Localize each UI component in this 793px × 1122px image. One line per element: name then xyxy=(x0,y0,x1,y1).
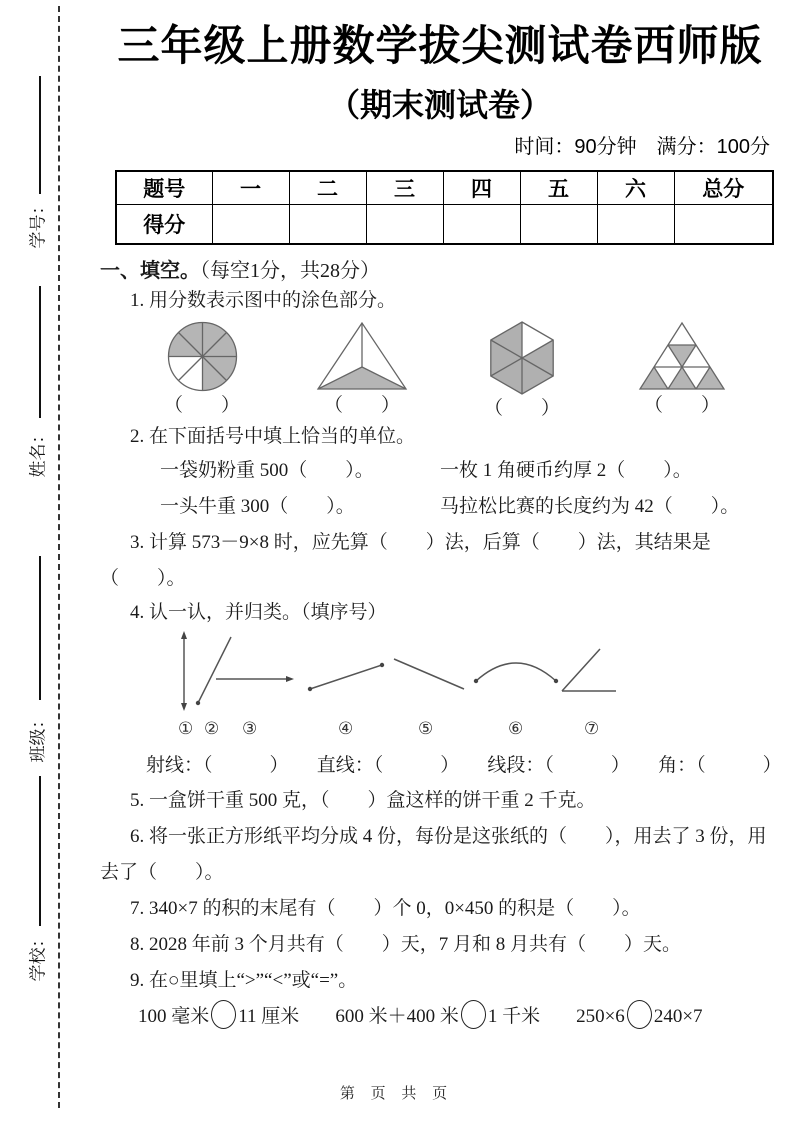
q2-item-coin: 一枚 1 角硬币约厚 2（ ）。 xyxy=(440,460,692,481)
score-header-cell: 三 xyxy=(366,171,443,205)
figure-label-2: ② xyxy=(204,719,220,738)
answer-blank: （ ） xyxy=(643,395,720,416)
classify-ray: 射线：（ ） xyxy=(146,755,289,776)
student-id-label: 学号： xyxy=(28,197,48,249)
question-5-text: 5. 一盒饼干重 500 克，（ ）盒这样的饼干重 2 千克。 xyxy=(130,790,596,811)
q2-item-marathon: 马拉松比赛的长度约为 42（ ）。 xyxy=(440,496,740,517)
score-header-cell: 二 xyxy=(289,171,366,205)
answer-blank: （ ） xyxy=(163,395,240,416)
comparison-right: 11 厘米 xyxy=(238,1006,300,1027)
time-score-meta: 时间：90分钟 满分：100分 xyxy=(514,136,770,158)
score-table-score-row xyxy=(116,205,773,245)
score-header-cell: 总分 xyxy=(674,171,773,205)
class-fill-line xyxy=(39,556,41,700)
hexagon-sixths-figure xyxy=(486,319,558,397)
question-9-text: 9. 在○里填上“>”“<”或“=”。 xyxy=(130,970,358,991)
score-header-cell: 五 xyxy=(520,171,597,205)
fraction-figures-row xyxy=(142,319,742,421)
score-header-cell: 六 xyxy=(597,171,674,205)
figure-label-1: ① xyxy=(178,719,194,738)
classification-row xyxy=(146,749,780,783)
question-2-text: 2. 在下面括号中填上恰当的单位。 xyxy=(130,426,416,447)
comparison-left: 100 毫米 xyxy=(138,1006,210,1027)
line-figures-row xyxy=(142,629,702,743)
comparison-circle-blank xyxy=(461,1000,486,1029)
figure-label-6: ⑥ xyxy=(508,719,524,738)
comparison-right: 240×7 xyxy=(653,1006,703,1027)
score-cell-empty xyxy=(674,205,773,245)
school-fill-line xyxy=(39,776,41,926)
q2-item-cow: 一头牛重 300（ ）。 xyxy=(160,496,355,517)
comparison-item xyxy=(138,999,299,1035)
question-2-items xyxy=(160,453,780,525)
score-header-cell: 四 xyxy=(443,171,520,205)
comparison-row xyxy=(138,999,780,1035)
score-cell-empty xyxy=(212,205,289,245)
question-1-text: 1. 用分数表示图中的涂色部分。 xyxy=(130,290,397,311)
name-label: 姓名： xyxy=(28,426,48,478)
line-figures-drawing xyxy=(142,629,702,721)
score-cell-empty xyxy=(289,205,366,245)
section-1-title: 一、填空。 xyxy=(100,260,200,282)
triangle-thirds-figure xyxy=(312,319,412,394)
section-1-heading xyxy=(100,257,780,285)
comparison-left: 600 米＋400 米 xyxy=(335,1006,459,1027)
triangle-ninths-figure xyxy=(632,319,732,394)
score-header-cell: 题号 xyxy=(116,171,212,205)
score-table xyxy=(115,170,774,245)
paper-title: 三年级上册数学拔尖测试卷西师版 xyxy=(117,22,763,69)
fraction-figure-triangle xyxy=(302,319,422,421)
comparison-left: 250×6 xyxy=(576,1006,625,1027)
score-row-label: 得分 xyxy=(116,205,212,245)
score-table-header-row xyxy=(116,171,773,205)
question-6-text-line2: 去了（ ）。 xyxy=(100,862,224,883)
paper-subtitle: （期末测试卷） xyxy=(327,87,552,123)
q2-item-milk: 一袋奶粉重 500（ ）。 xyxy=(160,460,374,481)
fraction-figure-hexagon xyxy=(462,319,582,421)
comparison-circle-blank xyxy=(627,1000,652,1029)
score-cell-empty xyxy=(520,205,597,245)
comparison-item xyxy=(335,999,540,1035)
fraction-figure-circle xyxy=(142,319,262,421)
score-cell-empty xyxy=(597,205,674,245)
comparison-item xyxy=(576,999,702,1035)
comparison-right: 1 千米 xyxy=(487,1006,541,1027)
answer-blank: （ ） xyxy=(323,395,400,416)
question-3-text: 3. 计算 573－9×8 时，应先算（ ）法，后算（ ）法，其结果是（ ）。 xyxy=(100,532,711,589)
score-header-cell: 一 xyxy=(212,171,289,205)
score-cell-empty xyxy=(443,205,520,245)
page-footer: 第 页 共 页 xyxy=(339,1086,454,1102)
paper-content xyxy=(100,0,780,1035)
class-label: 班级： xyxy=(28,711,48,763)
figure-label-4: ④ xyxy=(338,719,354,738)
classify-line: 直线：（ ） xyxy=(316,755,460,776)
question-4-text: 4. 认一认，并归类。（填序号） xyxy=(130,602,387,623)
classify-angle: 角：（ ） xyxy=(658,755,782,776)
question-8-text: 8. 2028 年前 3 个月共有（ ）天，7 月和 8 月共有（ ）天。 xyxy=(130,934,682,955)
circle-eighths-figure xyxy=(165,319,240,394)
answer-blank: （ ） xyxy=(483,398,560,419)
classify-segment: 线段：（ ） xyxy=(487,755,630,776)
score-cell-empty xyxy=(366,205,443,245)
binding-dashed-line xyxy=(58,6,60,1108)
figure-label-3: ③ xyxy=(242,719,258,738)
fraction-figure-triangle-ninths xyxy=(622,319,742,421)
question-7-text: 7. 340×7 的积的末尾有（ ）个 0，0×450 的积是（ ）。 xyxy=(130,898,641,919)
student-id-fill-line xyxy=(39,76,41,194)
figure-label-5: ⑤ xyxy=(418,719,434,738)
figure-label-7: ⑦ xyxy=(584,719,600,738)
school-label: 学校： xyxy=(28,930,48,982)
name-fill-line xyxy=(39,286,41,418)
section-1-note: （每空1分，共28分） xyxy=(200,260,380,282)
comparison-circle-blank xyxy=(211,1000,236,1029)
question-6-text-line1: 6. 将一张正方形纸平均分成 4 份，每份是这张纸的（ ），用去了 3 份，用 xyxy=(130,826,767,847)
